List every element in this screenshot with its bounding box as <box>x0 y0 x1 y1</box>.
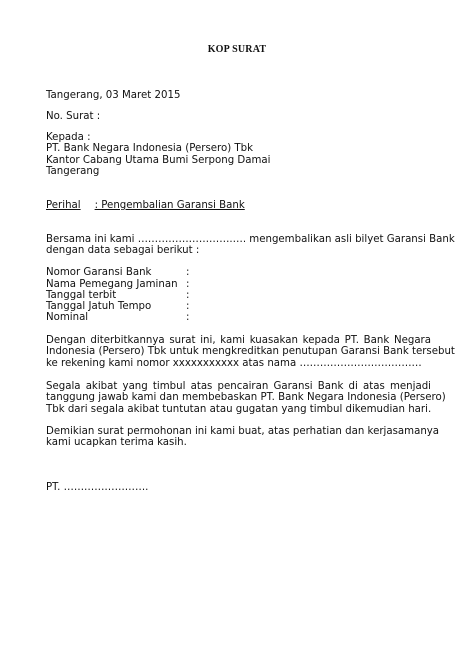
field-row <box>46 312 189 323</box>
field-colon: : <box>186 267 190 278</box>
paragraph-1-line-2: Indonesia (Persero) Tbk untuk mengkreditkan penutupan Garansi Bank tersebut <box>46 346 455 357</box>
field-row <box>46 290 189 301</box>
paragraph-1-line-3: ke rekening kami nomor xxxxxxxxxxx atas nama ……………………………… <box>46 358 422 369</box>
paragraph-2-line-3: Tbk dari segala akibat tuntutan atau gugatan yang timbul dikemudian hari. <box>46 404 432 415</box>
recipient-line-3: Tangerang <box>46 166 100 177</box>
field-colon: : <box>186 279 190 290</box>
opening-line-2: dengan data sebagai berikut : <box>46 245 200 256</box>
paragraph-3-line-1: Demikian surat permohonan ini kami buat, atas perhatian dan kerjasamanya <box>46 426 440 437</box>
field-label: Nomor Garansi Bank <box>46 267 152 278</box>
paragraph-1-line-1: Dengan diterbitkannya surat ini, kami kuasakan kepada PT. Bank Negara <box>46 335 431 346</box>
letter-number: No. Surat : <box>46 111 101 122</box>
subject-text: : Pengembalian Garansi Bank <box>94 200 245 211</box>
field-row <box>46 279 189 290</box>
field-colon: : <box>186 301 190 312</box>
paragraph-2-line-1: Segala akibat yang timbul atas pencairan Garansi Bank di atas menjadi <box>46 381 431 392</box>
field-label: Nominal <box>46 312 89 323</box>
paragraph-2-line-2: tanggung jawab kami dan membebaskan PT. Bank Negara Indonesia (Persero) <box>46 392 446 403</box>
recipient-line-2: Kantor Cabang Utama Bumi Serpong Damai <box>46 155 271 166</box>
field-row <box>46 301 189 312</box>
field-label: Tanggal terbit <box>46 290 117 301</box>
field-row <box>46 267 189 278</box>
field-colon: : <box>186 290 190 301</box>
recipient-salutation: Kepada : <box>46 132 91 143</box>
letterhead-title: KOP SURAT <box>207 44 267 55</box>
field-colon: : <box>186 312 190 323</box>
field-label: Nama Pemegang Jaminan <box>46 279 178 290</box>
recipient-line-1: PT. Bank Negara Indonesia (Persero) Tbk <box>46 143 254 154</box>
place-date: Tangerang, 03 Maret 2015 <box>46 90 181 101</box>
subject-label: Perihal <box>46 200 81 211</box>
signature-line: PT. ……………………. <box>46 482 149 493</box>
field-label: Tanggal Jatuh Tempo <box>46 301 152 312</box>
opening-line-1: Bersama ini kami ……………………….…. mengembalikan asli bilyet Garansi Bank <box>46 234 455 245</box>
paragraph-3-line-2: kami ucapkan terima kasih. <box>46 437 187 448</box>
subject-line <box>46 200 245 211</box>
